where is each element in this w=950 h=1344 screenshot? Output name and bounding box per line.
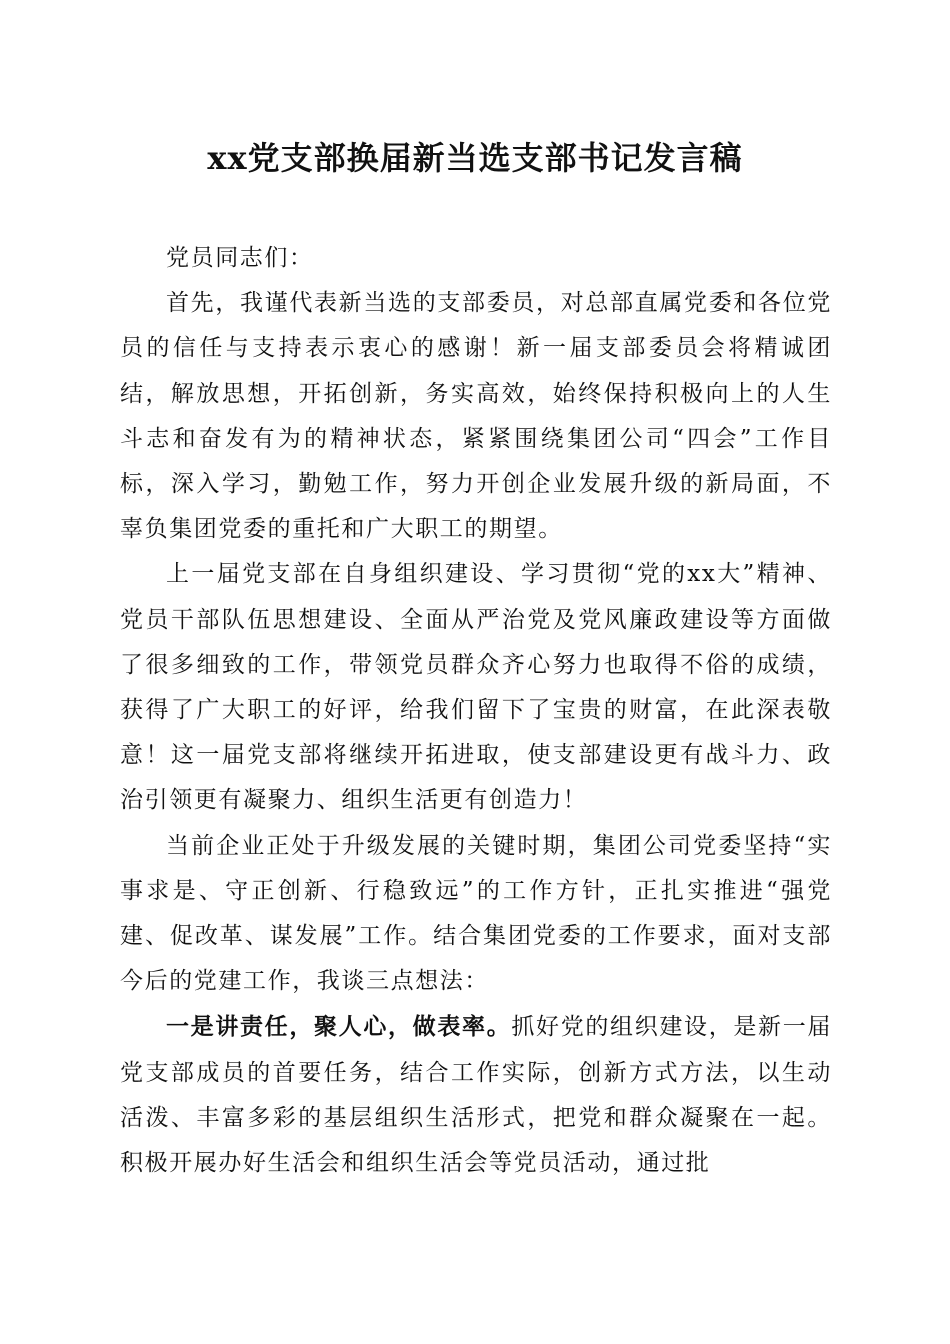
point-one-lead: 一是讲责任，聚人心，做表率。 <box>166 1013 512 1041</box>
paragraph-3: 当前企业正处于升级发展的关键时期，集团公司党委坚持“实事求是、守正创新、行稳致远”的工作方针，正扎实推进“强党建、促改革、谋发展”工作。结合集团党委的工作要求，面对支部今后的党建工作，我谈三点想法： <box>120 832 832 995</box>
document-body <box>120 236 832 1186</box>
paragraph-4 <box>120 1004 832 1186</box>
document-title: xx党支部换届新当选支部书记发言稿 <box>207 139 743 177</box>
salutation: 党员同志们： <box>166 245 314 271</box>
paragraph-2: 上一届党支部在自身组织建设、学习贯彻“党的xx大”精神、党员干部队伍思想建设、全面从严治党及党风廉政建设等方面做了很多细致的工作，带领党员群众齐心努力也取得不俗的成绩，获得了广大职工的好评，给我们留下了宝贵的财富，在此深表敬意！这一届党支部将继续开拓进取，使支部建设更有战斗力、政治引领更有凝聚力、组织生活更有创造力！ <box>120 561 832 814</box>
point-one-text: 抓好党的组织建设，是新一届党支部成员的首要任务，结合工作实际，创新方式方法，以生动活泼、丰富多彩的基层组织生活形式，把党和群众凝聚在一起。积极开展办好生活会和组织生活会等党员活动，通过批 <box>120 1014 832 1177</box>
paragraph-1: 首先，我谨代表新当选的支部委员，对总部直属党委和各位党员的信任与支持表示衷心的感谢！新一届支部委员会将精诚团结，解放思想，开拓创新，务实高效，始终保持积极向上的人生斗志和奋发有为的精神状态，紧紧围绕集团公司“四会”工作目标，深入学习，勤勉工作，努力开创企业发展升级的新局面，不辜负集团党委的重托和广大职工的期望。 <box>120 290 832 543</box>
